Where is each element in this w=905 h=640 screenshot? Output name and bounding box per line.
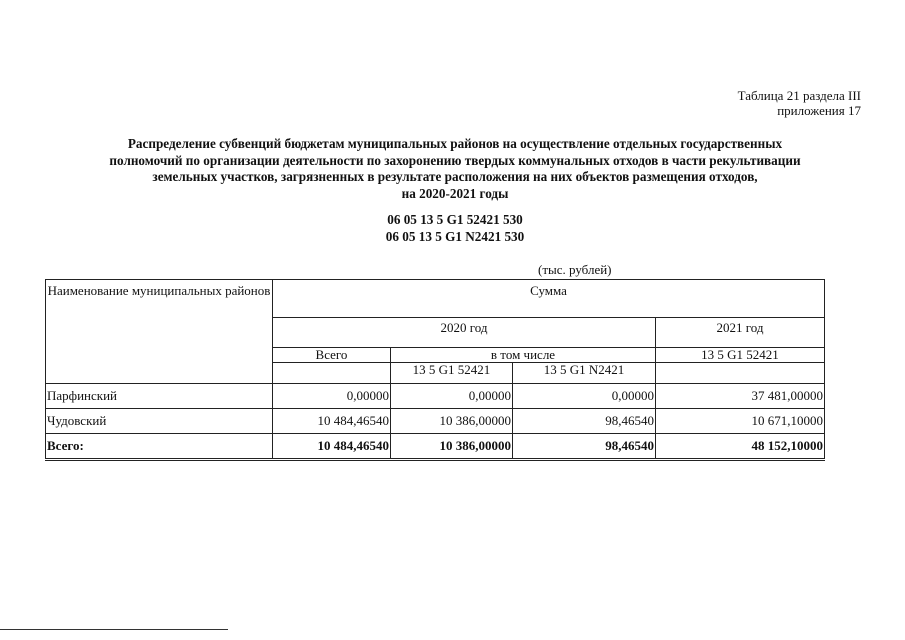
header-year-2021: 2021 год	[656, 318, 825, 348]
budget-codes	[40, 212, 870, 245]
table-reference-line1: Таблица 21 раздела III	[737, 88, 861, 103]
cell-g1-n2421: 98,46540	[513, 409, 656, 434]
table-reference-line2: приложения 17	[777, 103, 861, 118]
header-code-g1-52421: 13 5 G1 52421	[391, 363, 513, 384]
cell-g1-52421: 0,00000	[391, 384, 513, 409]
cell-total-2021: 10 671,10000	[656, 409, 825, 434]
title-line: полномочий по организации деятельности по захоронению твердых коммунальных отходов в части рекультивации	[109, 152, 801, 168]
title-line: Распределение субвенций бюджетам муниципальных районов на осуществление отдельных государственных	[127, 136, 783, 151]
header-including: в том числе	[391, 348, 656, 363]
header-empty-cell	[656, 363, 825, 384]
header-code-2021: 13 5 G1 52421	[656, 348, 825, 363]
total-row	[46, 434, 825, 460]
header-row	[46, 280, 825, 318]
title-line: земельных участков, загрязненных в результате расположения на них объектов размещения отходов,	[152, 169, 758, 184]
subsidy-table	[45, 279, 825, 461]
header-total-2020: Всего	[273, 348, 391, 363]
district-name: Парфинский	[46, 384, 273, 409]
header-name-column: Наименование муниципальных районов	[46, 280, 273, 384]
units-label: (тыс. рублей)	[538, 262, 612, 277]
header-empty-cell	[273, 363, 391, 384]
budget-code: 06 05 13 5 G1 52421 530	[387, 212, 523, 227]
total-g1-n2421: 98,46540	[513, 434, 656, 460]
total-2021: 48 152,10000	[656, 434, 825, 460]
document-title	[40, 136, 870, 202]
cell-g1-52421: 10 386,00000	[391, 409, 513, 434]
footnote-divider	[0, 629, 228, 630]
district-name: Чудовский	[46, 409, 273, 434]
table-row	[46, 409, 825, 434]
title-line: на 2020-2021 годы	[401, 185, 509, 201]
cell-total-2020: 0,00000	[273, 384, 391, 409]
total-label: Всего:	[46, 434, 273, 460]
header-code-g1-n2421: 13 5 G1 N2421	[513, 363, 656, 384]
table-row	[46, 384, 825, 409]
total-g1-52421: 10 386,00000	[391, 434, 513, 460]
table-reference	[738, 88, 861, 118]
budget-code: 06 05 13 5 G1 N2421 530	[385, 228, 525, 244]
header-year-2020: 2020 год	[273, 318, 656, 348]
cell-total-2020: 10 484,46540	[273, 409, 391, 434]
total-2020: 10 484,46540	[273, 434, 391, 460]
cell-g1-n2421: 0,00000	[513, 384, 656, 409]
cell-total-2021: 37 481,00000	[656, 384, 825, 409]
header-sum: Сумма	[273, 280, 825, 318]
